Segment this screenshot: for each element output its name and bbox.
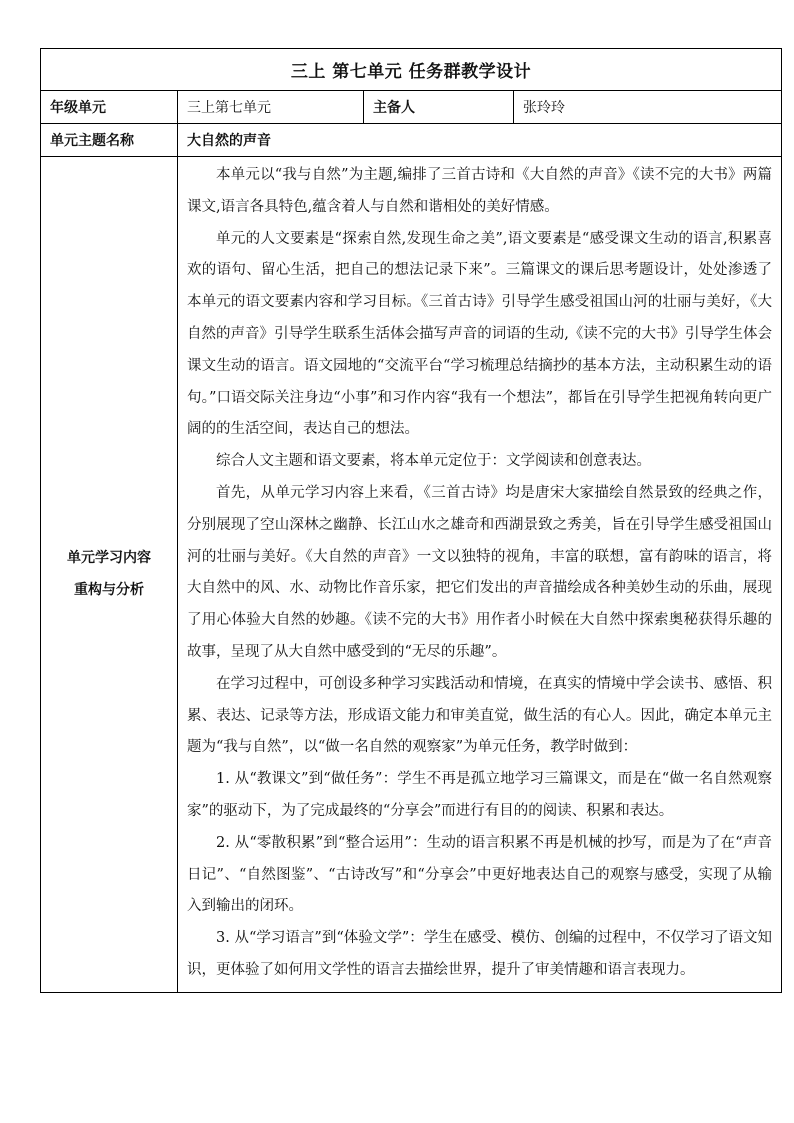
unit-content-row	[41, 157, 782, 993]
content-paragraph: 1. 从“教课文”到“做任务”：学生不再是孤立地学习三篇课文，而是在“做一名自然观察家”的驱动下，为了完成最终的“分享会”而进行有目的的阅读、积累和表达。	[187, 771, 773, 819]
content-paragraph: 在学习过程中，可创设多种学习实践活动和情境，在真实的情境中学会读书、感悟、积累、表达、记录等方法，形成语文能力和审美直觉，做生活的有心人。因此，确定本单元主题为“我与自然”，以“做一名自然的观察家”为单元任务，教学时做到：	[187, 675, 773, 756]
grade-unit-row	[41, 91, 782, 124]
unit-theme-label: 单元主题名称	[41, 124, 178, 157]
content-paragraph: 单元的人文要素是“探索自然,发现生命之美”,语文要素是“感受课文生动的语言,积累喜欢的语句、留心生活，把自己的想法记录下来”。三篇课文的课后思考题设计，处处渗透了本单元的语文要素内容和学习目标。《三首古诗》引导学生感受祖国山河的壮丽与美好，《大自然的声音》引导学生联系生活体会描写声音的词语的生动,《读不完的大书》引导学生体会课文生动的语言。语文园地的“交流平台“学习梳理总结摘抄的基本方法，主动积累生动的语句。”口语交际关注身边“小事”和习作内容“我有一个想法”，都旨在引导学生把视角转向更广阔的的生活空间，表达自己的想法。	[187, 230, 773, 438]
unit-content-label	[41, 157, 178, 993]
unit-content-label-line1: 单元学习内容	[67, 550, 151, 567]
content-paragraph: 综合人文主题和语文要素，将本单元定位于：文学阅读和创意表达。	[216, 453, 651, 470]
unit-theme-value: 大自然的声音	[178, 124, 782, 157]
content-paragraph: 3. 从“学习语言”到“体验文学”：学生在感受、模仿、创编的过程中，不仅学习了语文知识，更体验了如何用文学性的语言去描绘世界，提升了审美情趣和语言表现力。	[187, 930, 773, 978]
content-paragraph: 2. 从“零散积累”到“整合运用”：生动的语言积累不再是机械的抄写，而是为了在“声音日记”、“自然图鉴”、“古诗改写”和“分享会”中更好地表达自己的观察与感受，实现了从输入到输出的闭环。	[187, 834, 773, 915]
document-title: 三上 第七单元 任务群教学设计	[41, 49, 782, 91]
unit-theme-row	[41, 124, 782, 157]
unit-content-analysis	[178, 157, 782, 993]
unit-content-label-line2: 重构与分析	[74, 582, 144, 599]
preparer-label: 主备人	[364, 91, 514, 124]
lesson-design-document	[40, 48, 781, 993]
lesson-design-table	[40, 48, 782, 993]
grade-unit-value: 三上第七单元	[178, 91, 364, 124]
content-paragraph: 首先，从单元学习内容上来看，《三首古诗》均是唐宋大家描绘自然景致的经典之作，分别展现了空山深林之幽静、长江山水之雄奇和西湖景致之秀美，旨在引导学生感受祖国山河的壮丽与美好。《大自然的声音》一文以独特的视角，丰富的联想，富有韵味的语言，将大自然中的风、水、动物比作音乐家，把它们发出的声音描绘成各种美妙生动的乐曲，展现了用心体验大自然的妙趣。《读不完的大书》用作者小时候在大自然中探索奥秘获得乐趣的故事，呈现了从大自然中感受到的“无尽的乐趣”。	[187, 484, 773, 660]
content-paragraph: 本单元以“我与自然”为主题,编排了三首古诗和《大自然的声音》《读不完的大书》两篇课文,语言各具特色,蕴含着人与自然和谐相处的美好情感。	[187, 167, 773, 215]
grade-unit-label: 年级单元	[41, 91, 178, 124]
preparer-value: 张玲玲	[514, 91, 782, 124]
